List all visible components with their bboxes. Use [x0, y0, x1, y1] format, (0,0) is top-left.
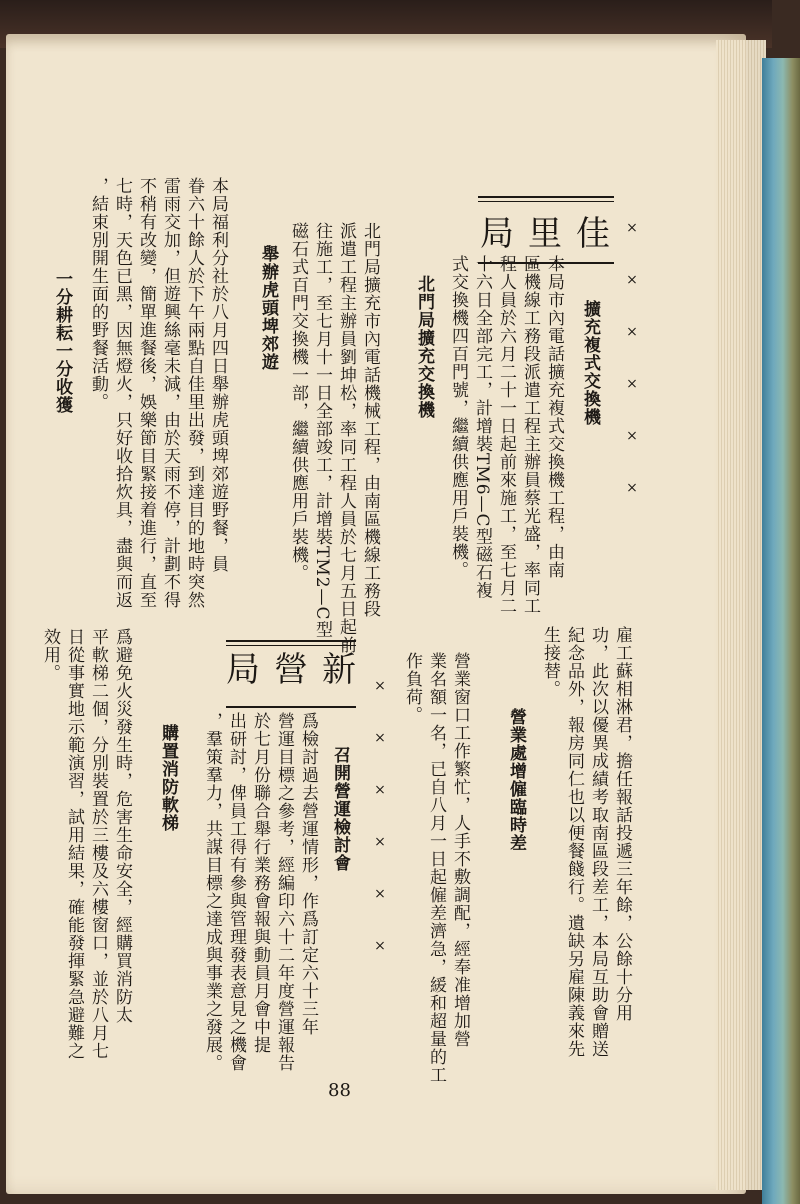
article-heading: 舉辦虎頭埤郊遊: [258, 245, 278, 371]
article-heading: 擴充複式交換機: [580, 300, 600, 426]
adjacent-page-image: [762, 58, 800, 1204]
page-number: 88: [328, 1080, 351, 1101]
book-cover-corner: [772, 0, 800, 60]
article-heading: 購置消防軟梯: [158, 724, 178, 832]
article-body: 爲檢討過去營運情形，作爲訂定六十三年 營運目標之參考，經編印六十二年度營運報告 於七月份聯合舉行業務會報與動員月會中提 出研討，俾員工得有參與管理發表意見之機會 ，羣策羣力，共謀目標之達成與事業之發展。: [202, 712, 318, 1072]
separator-marks-jiali: ××××××: [624, 220, 640, 532]
article-body: 爲避免火災發生時，危害生命安全，經購買消防太 平軟梯二個，分別裝置於三樓及六樓窗口，並於八月七 日從事實地示範演習，試用結果，確能發揮緊急避難之 效用。: [40, 628, 132, 1060]
title-rule-top-2: [226, 645, 356, 646]
article-body-continued: 雇工蘇相淋君，擔任報話投遞三年餘，公餘十分用 功，此次以優異成績考取南區段差工，本局互助會贈送 紀念品外，報房同仁也以便餐餞行。遺缺另雇陳義來先 生接替。: [540, 626, 632, 1058]
title-rule-top: [226, 640, 356, 642]
article-heading: 北門局擴充交換機: [414, 275, 434, 419]
title-rule-top: [478, 196, 614, 198]
page-stack-edge: [716, 40, 766, 1190]
article-heading: 一分耕耘一分收獲: [52, 270, 72, 414]
article-body: 北門局擴充市內電話機械工程，由南區機線工務段 派遣工程主辦員劉坤松，率同工程人員於七月五日起前 往施工，至七月十一日全部竣工，計增裝TM2—C型 磁石式百門交換機一部，繼續供應用戶裝機。: [288, 222, 380, 654]
article-heading: 召開營運檢討會: [330, 746, 350, 872]
article-body: 本局市內電話擴充複式交換機工程，由南 區機線工務段派遣工程主辦員蔡光盛，率同工 程人員於六月二十一日起前來施工，至七月二 十六日全部完工，計增裝TM6—C型磁石複 式交換機四百門號，繼續供應用戶裝機。: [448, 255, 564, 615]
article-body: 營業窗口工作繁忙，人手不敷調配，經奉准增加營 業名額一名，已自八月一日起僱差濟急，緩和超量的工 作負荷。: [402, 652, 470, 1084]
section-title-xinying: 新營局: [226, 650, 370, 690]
section-title-jiali: 佳里局: [480, 214, 624, 254]
title-rule-bottom: [226, 706, 356, 708]
title-rule-top-2: [478, 201, 614, 202]
separator-marks-xinying: ××××××: [372, 678, 388, 990]
article-body: 本局福利分社於八月四日舉辦虎頭埤郊遊野餐，員 眷六十餘人於下午兩點自佳里出發，到達目的地時突然 雷雨交加，但遊興絲毫未減，由於天雨不停，計劃不得 不稍有改變，簡單進餐後，娛樂節目緊接着進行，直至 七時，天色已黑，因無燈火，只好收拾炊具，盡與而返 ，結束別開生面的野餐活動。: [88, 177, 228, 609]
article-heading: 營業處增僱臨時差: [506, 708, 526, 852]
